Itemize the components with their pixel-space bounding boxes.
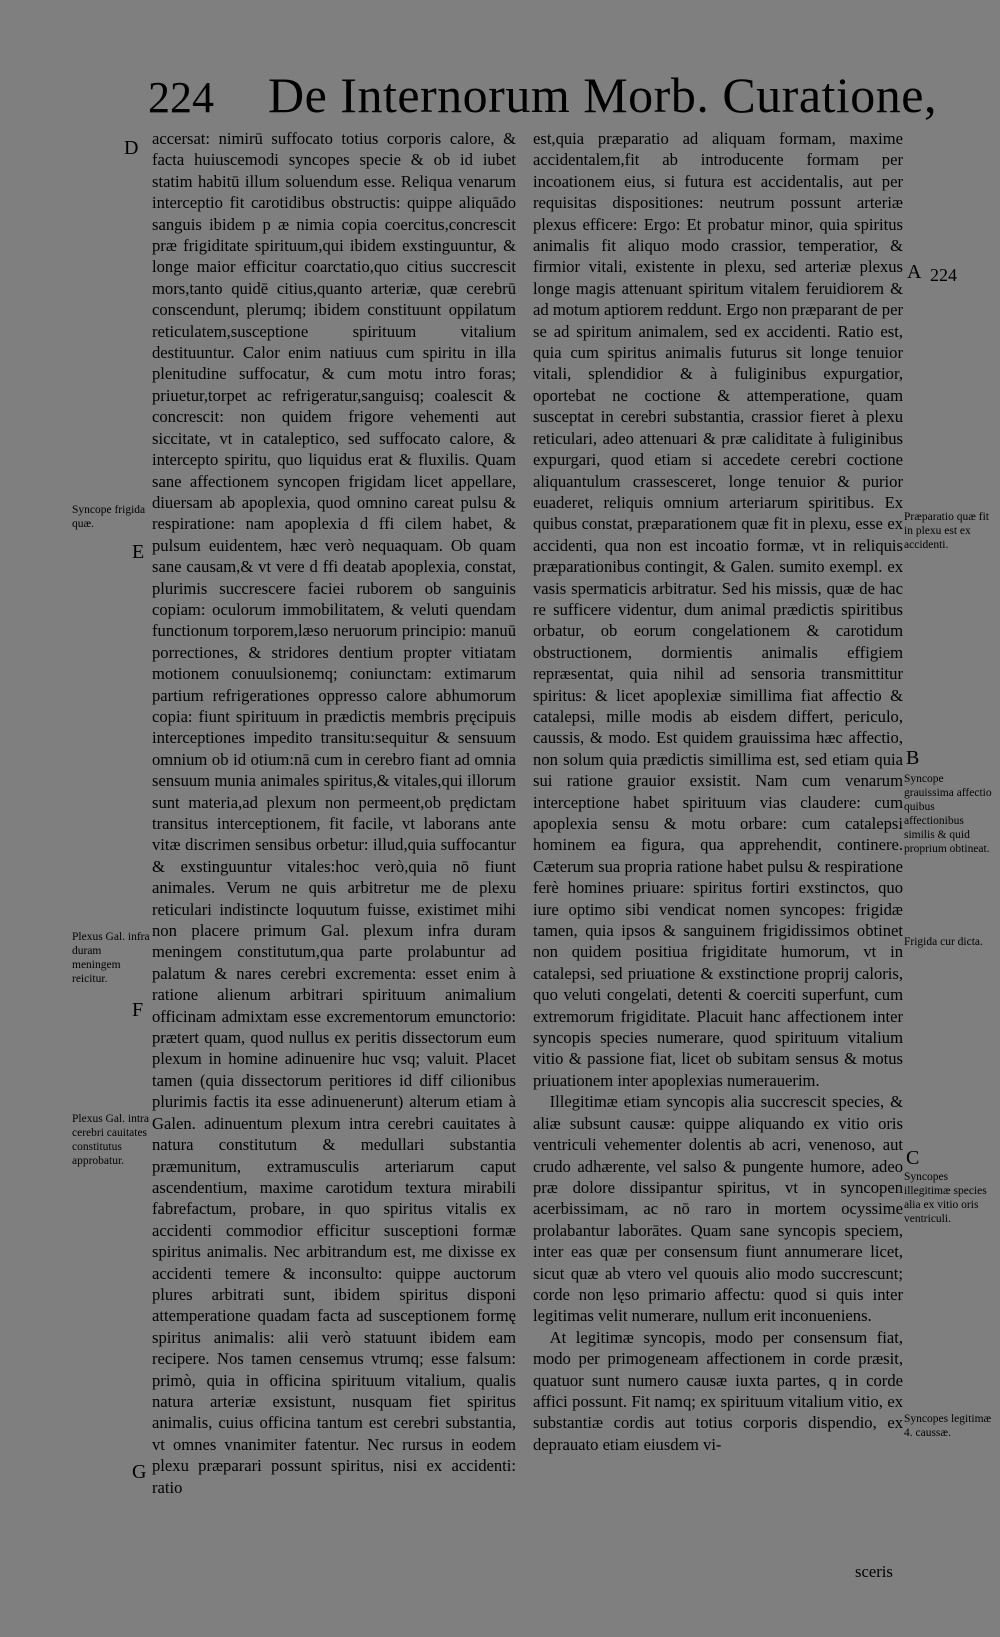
side-note: Syncope grauissima affectio quibus affectionibus similis & quid proprium obtineat. [904,773,992,855]
margin-letter-b: B [906,747,920,769]
page-title: De Internorum Morb. Curatione, [268,67,938,123]
margin-letter-e: E [132,541,145,563]
margin-letter-c: C [906,1147,920,1169]
side-note: Frigida cur dicta. [904,936,983,948]
right-paragraph: est,quia præparatio ad aliquam formam, maxime accidentalem,fit ab introducente formam per incoationem eius, si futura est accidentalis, aut per requisitas dispositiones: neutrum possunt arteriæ plexus efficere: Ergo: Et probatur minor, quia spiritus animalis fit aliquo modo crassior, temperatior, & firmior vitali, existente in plexu, sed arteriæ plexus longe magis attenuant spiritum vitalem feruidiorem & ad motum aptiorem reddunt. Ergo non præparant de per se ad spiritum animalem, sed ex accidenti. Ratio est, quia cum spiritus animalis futurus sit longe tenuior vitali, splendidior & à fuliginibus expurgatior, oportebat ne coctione & attemperatione, quam susceptat in cerebri substantia, crassior fieret à plexu reticulari, adeo attenuari & præ caliditate à fuliginibus expurgari, quod etiam si accedete cerebri coctione aliquantulum crassesceret, longe tenuior & purior euaderet, reliquis omnium arteriarum spiritibus. Ex quibus constat, præparationem quæ fit in plexu, esse ex accidenti, qua non est incoatio formæ, vt in reliquis præparationibus contingit, & Galen. sumito exempl. ex vasis spermaticis arbitratur. Sed his missis, quæ de hac re sufficere videntur, dum animal prædictis spiritibus orbatur, ob eorum congelationem & carotidum obstructionem, dormientis animalis effigiem repræsentat, quia nihil ad sensoria transmittitur spiritus: & licet apoplexiæ simillima fiat affectio & catalepsi, mille modis ab eisdem differt, periculo, caussis, & modo. Est quidem grauissima hæc affectio, non solum quia prædictis simillima est, sed etiam quia sui ratione grauior exsistit. Nam cum venarum interceptione habet spirituum vias claudere: cum apoplexia sensu & motu orbare: cum catalepsi hominem ea figura, qua apprehendit, continere. Cæterum sua propria ratione habet pulsu & respiratione ferè homines priuare: spiritus fortiri exstinctos, quo iure optimo sibi vendicat nomen syncopes: frigidæ tamen, quia ipsos & sanguinem frigidissimos obtinet non quidem positiua frigiditate humorum, vt in catalepsi, sed priuatione & exstinctione proprij caloris, quo veluti congelati, detenti & coerciti superfunt, cum extremorum frigiditate. Placuit hanc affectionem inter syncopis species numerare, quod spirituum vitalium vitio & passione fiat, licet ob subitam sensus & motus priuationem inter apoplexias numerauerim. [533,129,903,1090]
left-text-column [152,128,516,1498]
left-paragraph: accersat: nimirū suffocato totius corporis calore, & facta huiuscemodi syncopes specie & ob id iubet statim habitū illum soluendum esse. Reliqua venarum interceptio fit carotidibus obstructis: quippe aliquādo sanguis ibidem p æ nimia copia coercitus,concrescit præ frigiditate spirituum,qui ibidem exstinguuntur, & longe maior efficitur coarctatio,quo citius succrescit mors,tanto quidē citius,quanto arteriæ, quæ cerebrū conscendunt, plerumq; ibidem constituunt oppilatum reticulatem,susceptione spirituum vitalium destituuntur. Calor enim natiuus cum spiritu in illa plenitudine suffocatur, & cum motu intro foras; priuetur,torpet ac refrigeratur,sanguisq; coalescit & concrescit: non quidem frigore vehementi aut siccitate, vt in cataleptico, sed suffocato calore, & intercepto spiritu, quo liquidus erat & fluxilis. Quam sane affectionem syncopen frigidam licet appellare, diuersam ab apoplexia, quod omnino careat pulsu & respiratione: nam apoplexia d ffi cilem habet, & pulsum euidentem, hæc verò nequaquam. Ob quam sane causam,& vt vere d ffi deatab apoplexia, constat, plurimis succrescere faciei ruborem ob sanguinis copiam: oculorum immobilitatem, & veluti quendam functionum torporem,læso neruorum principio: manuū porrectiones, & stridores dentium propter vitiatam motionem conuulsionemq; coniunctam: extimarum partium refrigerationes oppresso calore abhumorum copia: fiunt spirituum in prædictis membris pręcipuis interceptiones impedito transitu:sequitur & sensuum omnium ob id otium:nā cum in cerebro fiant ad omnia sensuum munia animales spiritus,& vitales,qui illorum sunt materia,ad plexum non permeent,ob prędictam transitus interceptionem, fit facile, vt laborans ante vitæ discrimen sensibus orbetur: illud,quia suffocantur & exstinguuntur vitales:hoc verò,quia nō fiunt animales. Verum ne quis arbitretur me de plexu reticulari indistincte loquutum fuisse, existimet mihi non placere primum Gal. plexum infra duram meningem constitutum,qua parte prolabuntur ad palatum & nares cerebri excrementa: esset enim à ratione alienum arbitrari spirituum animalium officinam admixtam esse excrementorum emunctorio: prætert quam, quod nullus ex peritis dissectorum eum plexum in homine adinuenire huc vsq; valuit. Placet tamen (quia dissectorum peritiores id diff cilionibus plurimis factis ita esse adinuenerunt) alterum etiam à Galen. adinuentum plexum intra cerebri cauitates à natura constitutum & medullari substantia præmunitum, extramusculis arteriarum caput ascendentium, maxime carotidum textura mirabili fabrefactum, probare, in quo spiritus vitalis ex accidenti commodior efficitur susceptioni formæ spiritus animalis. Nec arbitrandum est, me dixisse ex accidenti temere & inconsulto: quippe auctorum plures arbitrati sunt, ibidem spiritus disponi attemperatione quadam facta ad susceptionem formę spiritus animalis: alii verò statuunt ibidem eam recipere. Nos tamen censemus vtrumq; esse falsum: primò, quia in officina spirituum vitalium, qualis natura arteriæ exsistunt, nusquam fiet spiritus animalis, cuius officina tantum est cerebri substantia, vt omnes vnanimiter fatentur. Nec rursus in eodem plexu præparari possunt spiritus, nisi ex accidenti: ratio [152,129,516,1497]
catchword: sceris [855,1562,893,1581]
side-note: Syncope frigida quæ. [72,504,146,530]
margin-letter-f: F [132,999,144,1021]
marginal-page-reference: 224 [930,265,957,285]
side-note: Syncopes illegitimæ species alia ex vitio oris ventriculi. [904,1171,987,1225]
side-note: Plexus Gal. infra duram meningem reicitur. [72,931,150,985]
page-number: 224 [148,73,214,122]
running-header [0,67,1000,130]
margin-letter-d: D [124,137,139,159]
right-text-column [533,128,903,1455]
right-paragraph: Illegitimæ etiam syncopis alia succrescit species, & aliæ subsunt causæ: quippe aliquando ex vitio oris ventriculi vehementer dolentis ab acri, venenoso, aut crudo adhærente, vel salso & pungente humore, adeo præ dolore dissipantur spiritus, vt in syncopen acerbissimam, ac nō raro in mortem ocyssime prolabantur laborātes. Quam sane syncopis speciem, inter eas quæ per consensum fiunt annumerare licet, sicut quæ ab vtero vel quouis alio modo succrescunt; corde non lęso primario affectu: quod si quis inter legitimas velit numerare, nullum erit inconueniens. [533,1092,903,1326]
right-paragraph: At legitimæ syncopis, modo per consensum fiat, modo per primogeneam affectionem in corde præsit, quatuor sunt numero causæ iuxta partes, q in corde affici possunt. Fit namq; ex spirituum vitalium vitio, ex substantiæ cordis aut totius corporis dispendio, ex deprauato etiam eiusdem vi- [533,1327,903,1454]
margin-letter-g: G [132,1461,147,1483]
margin-letter-a: A [907,261,922,283]
side-note: Plexus Gal. intra cerebri cauitates constitutus approbatur. [72,1113,149,1167]
side-note: Syncopes legitimæ 4. caussæ. [904,1413,992,1439]
side-note: Præparatio quæ fit in plexu est ex accidenti. [904,511,989,551]
